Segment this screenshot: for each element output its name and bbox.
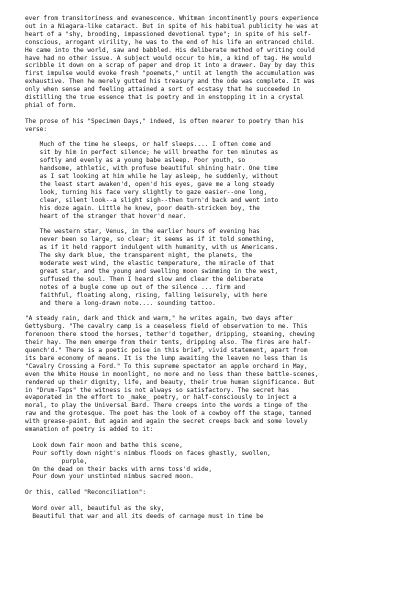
paragraph-gap (25, 497, 394, 505)
paragraph-gap (25, 434, 394, 442)
text-line: He came into the world, saw and babbled. His deliberate method of writing could (25, 46, 315, 54)
text-line: The sky dark blue, the transparent night, the planets, the (25, 252, 253, 260)
paragraph-gap (25, 134, 394, 142)
text-line: have had no other issue. A subject would occur to him, a kind of tag. He would (25, 54, 312, 62)
text-line: moral, to play the Universal Bard. There creeps into the words a tinge of the (25, 402, 308, 410)
text-line: Much of the time he sleeps, or half sleeps.... I often come and (25, 141, 271, 149)
text-line: great star, and the young and swelling moon swimming in the west, (25, 267, 279, 275)
text-line: "Cavalry Crossing a Ford." To this supreme spectator an apple orchard in May, (25, 362, 308, 370)
text-line: faithful, floating along, rising, falling leisurely, with here (25, 291, 268, 299)
paragraph (25, 15, 394, 110)
text-line: with grease-paint. But again and again the secret creeps back and some lovely (25, 418, 308, 426)
text-line: conscious, arrogant virility, he was to the end of his life an entranced child. (25, 38, 315, 46)
text-line: in "Drum-Taps" the witness is not always so satisfactory. The secret has (25, 386, 290, 394)
text-line: Look down fair moon and bathe this scene, (25, 441, 183, 449)
text-line: as I sat looking at him while he lay asleep, he suddenly, without (25, 173, 279, 181)
text-line: as if it held rapport indulgent with humanity, with us Americans. (25, 244, 279, 252)
text-line: evaporated in the effort to _make_ poetry, or half-consciously to inject a (25, 394, 297, 402)
text-line: sit by him in perfect silence; he will breathe for ten minutes as (25, 149, 279, 157)
text-line: Or this, called "Reconciliation": (25, 489, 147, 497)
paragraph (25, 315, 394, 434)
block-quote (25, 141, 394, 220)
text-line: On the dead on their backs with arms toss'd wide, (25, 465, 213, 473)
text-line: and there a long-drawn note.... sounding tattoo. (25, 299, 216, 307)
text-line: his doze again. Little he knew, poor death-stricken boy, the (25, 204, 260, 212)
text-line: purple, (25, 457, 88, 465)
text-line: Beautiful that war and all its deeds of carnage must in time be (25, 512, 264, 520)
text-line: softly and evenly as a young babe asleep. Poor youth, so (25, 157, 246, 165)
paragraph (25, 118, 394, 134)
text-line: even the White House in moonlight, no more and no less than these battle-scenes, (25, 370, 319, 378)
text-line: The western star, Venus, in the earlier hours of evening has (25, 228, 260, 236)
paragraph (25, 489, 394, 497)
text-line: look, turning his face very slightly to gaze easier--one long, (25, 188, 268, 196)
text-line: emanation of poetry is added to it: (25, 426, 154, 434)
text-line: out in a Niagara-like cataract. But in spite of his habitual publicity he was at (25, 22, 319, 30)
paragraph-gap (25, 110, 394, 118)
text-line: exhaustive. Then he merely gutted his treasury and the ode was complete. It was (25, 78, 315, 86)
text-line: the least start awaken'd, open'd his eyes, gave me a long steady (25, 181, 275, 188)
text-line: Gettysburg. "The cavalry camp is a ceaseless field of observation to me. This (25, 323, 308, 331)
verse-stanza (25, 505, 394, 521)
text-line: their hay. The men emerge from their tents, dripping also. The fires are half- (25, 339, 312, 347)
text-line: first impulse would evoke fresh "poemets," until at length the accumulation was (25, 70, 315, 78)
text-line: only when sense and feeling attained a sort of ecstasy that he succeeded in (25, 86, 301, 94)
text-line: quench'd." There is a poetic poise in this brief, vivid statement, apart from (25, 347, 308, 354)
text-line: scribble it down on a scrap of paper and drop it into a drawer. Day by day this (25, 62, 315, 70)
text-line: its bare economy of means. It is the lump awaiting the leaven no less than is (25, 354, 308, 362)
text-line: heart of the stranger that hover'd near. (25, 212, 187, 220)
text-line: forenoon there stood the horses, tether'd together, dripping, steaming, chewing (25, 331, 315, 339)
text-line: never been so large, so clear; it seems as if it told something, (25, 236, 275, 244)
text-line: clear, silent look--a slight sigh--then turn'd back and went into (25, 196, 279, 204)
verse-stanza (25, 442, 394, 482)
paragraph-gap (25, 221, 394, 229)
text-line: "A steady rain, dark and thick and warm," he writes again, two days after (25, 315, 293, 323)
paragraph-gap (25, 307, 394, 315)
text-line: rendered up their dignity, life, and beauty, their true human significance. But (25, 378, 315, 386)
text-line: moderate west wind, the elastic temperature, the miracle of that (25, 260, 275, 268)
text-line: handsome, athletic, with profuse beautiful shining hair. One time (25, 165, 279, 173)
text-line: raw and the grotesque. The poet has the look of a cowboy off the stage, tanned (25, 410, 312, 418)
text-line: notes of a bugle come up out of the silence ... firm and (25, 283, 246, 291)
text-line: suffused the soul. Then I heard slow and clear the deliberate (25, 275, 264, 283)
text-line: ever from transitoriness and evanescence. Whitman incontinently pours experience (25, 15, 319, 22)
text-line: distilling the true essence that is poetry and in enstopping it in a crystal (25, 94, 304, 102)
text-line: heart of a "shy, brooding, impassioned devotional type"; in spite of his self- (25, 30, 312, 38)
text-line: Pour softly down night's nimbus floods on faces ghastly, swollen, (25, 449, 271, 457)
text-line: Word over all, beautiful as the sky, (25, 505, 165, 513)
block-quote (25, 228, 394, 307)
text-line: phial of form. (25, 101, 77, 109)
text-line: The prose of his "Specimen Days," indeed, is often nearer to poetry than his (25, 117, 304, 125)
text-line: verse: (25, 125, 48, 133)
text-line: Pour down your unstinted nimbus sacred moon. (25, 473, 194, 481)
document-body (25, 15, 394, 521)
paragraph-gap (25, 481, 394, 489)
